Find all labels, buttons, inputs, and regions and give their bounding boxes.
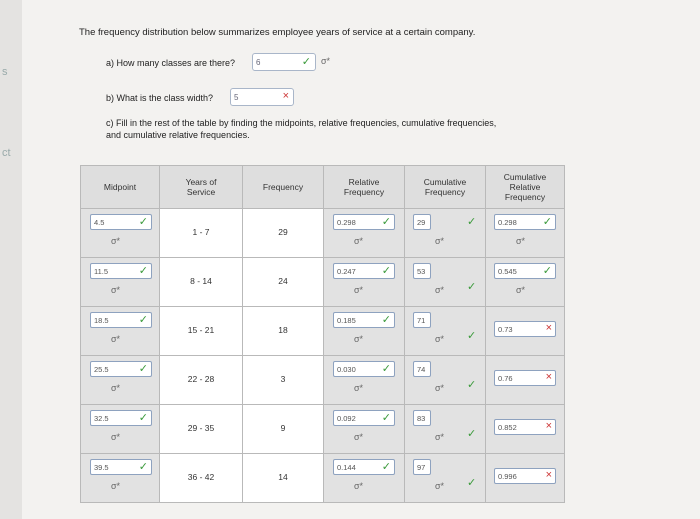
midpoint-cell [81,356,160,405]
table-row [81,258,565,307]
side-mark-1: s [2,66,8,78]
relative-frequency-input[interactable]: 0.298 ✓ [333,214,395,230]
feedback-icon[interactable]: σ* [354,285,364,295]
cumulative-relative-frequency-cell [486,307,565,356]
check-icon: ✓ [542,265,552,277]
midpoint-input[interactable]: 11.5 ✓ [90,263,152,279]
frequency-cell: 18 [243,307,324,356]
feedback-icon[interactable]: σ* [111,383,121,393]
feedback-icon[interactable]: σ* [111,481,121,491]
question-a: a) How many classes are there? [106,58,236,68]
midpoint-input[interactable]: 18.5 ✓ [90,312,152,328]
feedback-icon[interactable]: σ* [435,334,445,344]
midpoint-input[interactable]: 25.5 ✓ [90,361,152,377]
cumulative-relative-frequency-input[interactable]: 0.73 × [494,321,556,337]
cumulative-frequency-cell [405,356,486,405]
relative-frequency-cell [324,209,405,258]
relative-frequency-input[interactable]: 0.092 ✓ [333,410,395,426]
frequency-table [80,165,565,503]
years-cell: 36 - 42 [160,454,243,503]
midpoint-input[interactable]: 39.5 ✓ [90,459,152,475]
midpoint-input[interactable]: 4.5 ✓ [90,214,152,230]
check-icon: ✓ [381,412,391,424]
feedback-icon[interactable]: σ* [516,236,526,246]
feedback-icon[interactable]: σ* [111,432,121,442]
cumulative-relative-frequency-input[interactable]: 0.76 × [494,370,556,386]
cross-icon: × [282,90,289,102]
check-icon: ✓ [381,314,391,326]
header-cumulative-frequency: Cumulative Frequency [405,166,486,209]
cumulative-relative-frequency-cell [486,356,565,405]
cumulative-frequency-input[interactable]: 74 [413,361,431,377]
midpoint-cell [81,258,160,307]
midpoint-cell [81,454,160,503]
check-icon: ✓ [467,428,477,440]
cumulative-relative-frequency-cell [486,405,565,454]
cross-icon: × [545,371,552,383]
midpoint-input[interactable]: 32.5 ✓ [90,410,152,426]
cumulative-relative-frequency-input[interactable]: 0.996 × [494,468,556,484]
feedback-icon[interactable]: σ* [354,481,364,491]
cumulative-relative-frequency-cell [486,454,565,503]
feedback-icon[interactable]: σ* [354,236,364,246]
cumulative-frequency-input[interactable]: 97 [413,459,431,475]
cumulative-relative-frequency-input[interactable]: 0.852 × [494,419,556,435]
cumulative-frequency-cell [405,209,486,258]
feedback-icon[interactable]: σ* [435,285,445,295]
relative-frequency-input[interactable]: 0.030 ✓ [333,361,395,377]
answer-b-value: 5 [234,93,239,102]
frequency-cell: 9 [243,405,324,454]
cumulative-relative-frequency-input[interactable]: 0.545 ✓ [494,263,556,279]
frequency-cell: 14 [243,454,324,503]
check-icon: ✓ [381,216,391,228]
years-cell: 1 - 7 [160,209,243,258]
header-relative-frequency: Relative Frequency [324,166,405,209]
table-row [81,307,565,356]
feedback-icon[interactable]: σ* [354,383,364,393]
answer-a-input[interactable] [252,53,316,71]
check-icon: ✓ [138,216,148,228]
cumulative-frequency-cell [405,405,486,454]
cumulative-relative-frequency-cell [486,209,565,258]
feedback-icon[interactable]: σ* [354,334,364,344]
question-c-line-1: c) Fill in the rest of the table by finding the midpoints, relative frequencies, cumulative frequencies, [106,118,497,128]
feedback-icon[interactable]: σ* [111,285,121,295]
relative-frequency-cell [324,307,405,356]
header-midpoint: Midpoint [81,166,160,209]
years-cell: 29 - 35 [160,405,243,454]
question-b: b) What is the class width? [106,93,214,103]
years-cell: 15 - 21 [160,307,243,356]
relative-frequency-cell [324,258,405,307]
cross-icon: × [545,322,552,334]
answer-b-input[interactable] [230,88,294,106]
cross-icon: × [545,469,552,481]
check-icon: ✓ [138,314,148,326]
cumulative-relative-frequency-cell [486,258,565,307]
feedback-icon[interactable]: σ* [435,383,445,393]
cumulative-relative-frequency-input[interactable]: 0.298 ✓ [494,214,556,230]
check-icon: ✓ [467,330,477,342]
feedback-icon[interactable]: σ* [111,236,121,246]
check-icon: ✓ [467,216,477,228]
relative-frequency-input[interactable]: 0.247 ✓ [333,263,395,279]
table-row [81,356,565,405]
side-mark-2: ct [2,147,11,159]
answer-a-value: 6 [256,58,261,67]
feedback-icon[interactable]: σ* [435,236,445,246]
cumulative-frequency-input[interactable]: 71 [413,312,431,328]
cumulative-frequency-cell [405,258,486,307]
check-icon: ✓ [138,412,148,424]
table-row [81,209,565,258]
problem-intro: The frequency distribution below summarizes employee years of service at a certain company. [79,27,476,38]
feedback-icon[interactable]: σ* [111,334,121,344]
check-icon: ✓ [542,216,552,228]
midpoint-cell [81,209,160,258]
cumulative-frequency-input[interactable]: 29 [413,214,431,230]
years-cell: 22 - 28 [160,356,243,405]
header-cumulative-relative-frequency: Cumulative Relative Frequency [486,166,565,209]
feedback-icon[interactable]: σ* [435,432,445,442]
feedback-icon[interactable]: σ* [516,285,526,295]
cumulative-frequency-cell [405,307,486,356]
table-row [81,405,565,454]
relative-frequency-input[interactable]: 0.185 ✓ [333,312,395,328]
header-years: Years of Service [160,166,243,209]
midpoint-cell [81,307,160,356]
cross-icon: × [545,420,552,432]
cumulative-frequency-cell [405,454,486,503]
years-cell: 8 - 14 [160,258,243,307]
feedback-icon[interactable]: σ* [435,481,445,491]
cumulative-frequency-input[interactable]: 83 [413,410,431,426]
check-icon: ✓ [138,461,148,473]
check-icon: ✓ [467,379,477,391]
check-icon: ✓ [381,265,391,277]
frequency-cell: 3 [243,356,324,405]
table-header-row [81,166,565,209]
check-icon: ✓ [301,56,311,68]
left-edge-strip [0,0,22,519]
check-icon: ✓ [467,281,477,293]
header-frequency: Frequency [243,166,324,209]
check-icon: ✓ [138,363,148,375]
relative-frequency-cell [324,356,405,405]
cumulative-frequency-input[interactable]: 53 [413,263,431,279]
feedback-icon[interactable]: σ* [354,432,364,442]
midpoint-cell [81,405,160,454]
frequency-cell: 29 [243,209,324,258]
relative-frequency-cell [324,454,405,503]
check-icon: ✓ [381,461,391,473]
check-icon: ✓ [381,363,391,375]
question-c-line-2: and cumulative relative frequencies. [106,130,250,140]
feedback-icon[interactable]: σ* [321,56,331,66]
relative-frequency-cell [324,405,405,454]
check-icon: ✓ [467,477,477,489]
relative-frequency-input[interactable]: 0.144 ✓ [333,459,395,475]
frequency-cell: 24 [243,258,324,307]
table-row [81,454,565,503]
check-icon: ✓ [138,265,148,277]
